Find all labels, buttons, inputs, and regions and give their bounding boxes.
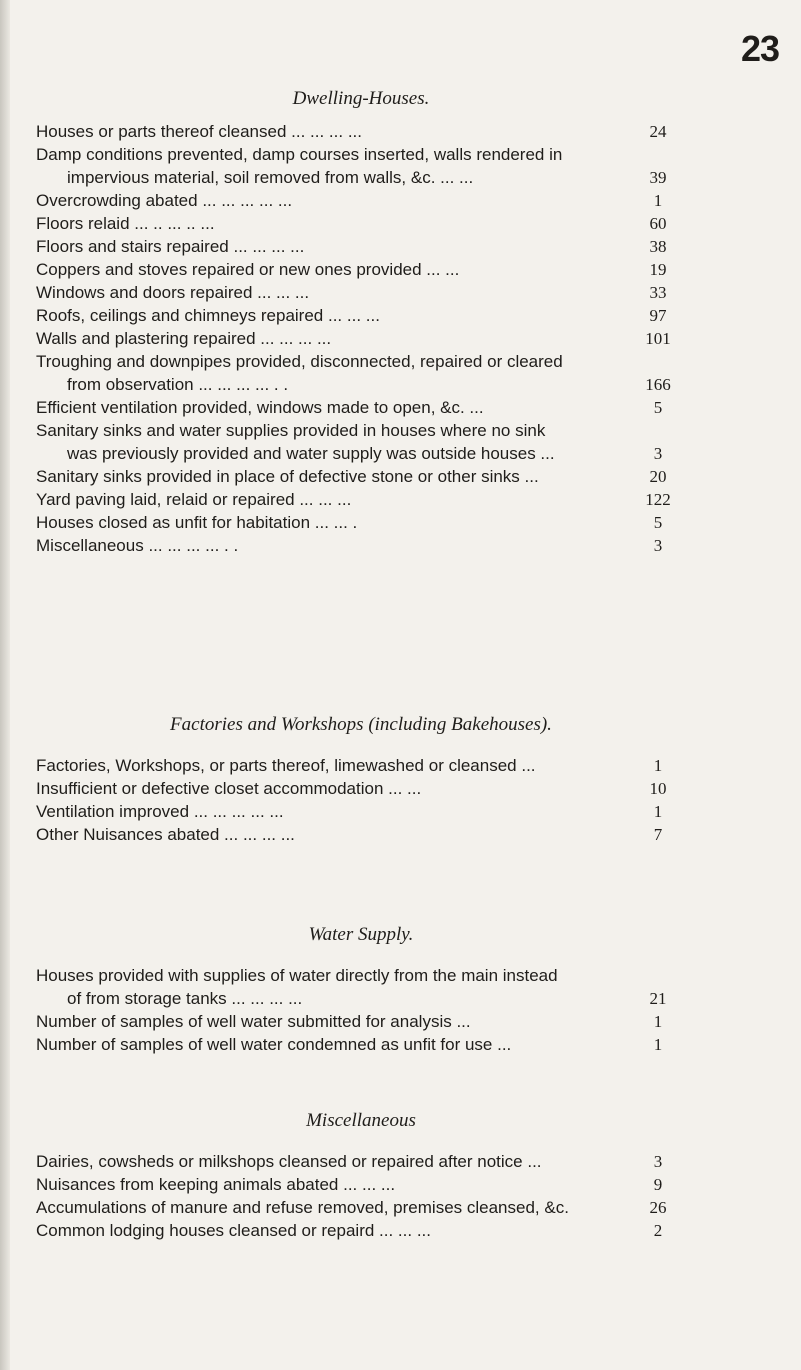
row-value: 1 [653, 191, 663, 210]
table-row [36, 235, 676, 258]
row-label: Number of samples of well water submitted for analysis ... [36, 1012, 471, 1031]
table-row [36, 1196, 676, 1219]
row-label: Floors and stairs repaired ... ... ... ... [36, 237, 305, 256]
row-value: 20 [649, 467, 667, 486]
table-row [36, 281, 676, 304]
row-value: 39 [649, 168, 667, 187]
row-label: Roofs, ceilings and chimneys repaired ... ... ... [36, 306, 380, 325]
section-heading: Miscellaneous [306, 1110, 416, 1131]
table-row [36, 120, 676, 143]
row-value: 1 [653, 1035, 663, 1054]
row-value: 166 [645, 375, 671, 394]
table-row [36, 258, 676, 281]
row-value: 1 [653, 802, 663, 821]
row-value: 97 [649, 306, 667, 325]
row-label: Accumulations of manure and refuse removed, premises cleansed, &c. [36, 1198, 569, 1217]
row-label: Nuisances from keeping animals abated ... ... ... [36, 1175, 396, 1194]
row-label: Number of samples of well water condemned as unfit for use ... [36, 1035, 512, 1054]
row-value: 3 [653, 1152, 663, 1171]
row-value: 1 [653, 756, 663, 775]
row-value: 101 [645, 329, 671, 348]
row-label: Troughing and downpipes provided, disconnected, repaired or cleared from observation ... ... ... ... . . [36, 352, 563, 394]
row-value: 1 [653, 1012, 663, 1031]
row-label: Common lodging houses cleansed or repaird ... ... ... [36, 1221, 431, 1240]
row-value: 24 [649, 122, 667, 141]
row-label: Houses or parts thereof cleansed ... ... ... ... [36, 122, 362, 141]
table-row [36, 327, 676, 350]
row-value: 19 [649, 260, 667, 279]
row-label: Sanitary sinks and water supplies provided in houses where no sink was previously provided and water supply was outside houses ... [36, 421, 555, 463]
table-row [36, 350, 676, 396]
table-row [36, 304, 676, 327]
row-label: Houses closed as unfit for habitation ... ... . [36, 513, 358, 532]
row-value: 122 [645, 490, 671, 509]
row-value: 7 [653, 825, 663, 844]
table-row [36, 1150, 676, 1173]
table-row [36, 800, 676, 823]
table-row [36, 1010, 676, 1033]
row-label: Houses provided with supplies of water directly from the main instead of from storage tanks ... ... ... ... [36, 966, 558, 1008]
row-label: Damp conditions prevented, damp courses inserted, walls rendered in impervious material, soil removed from walls, &c. ... ... [36, 145, 563, 187]
row-label: Sanitary sinks provided in place of defective stone or other sinks ... [36, 467, 539, 486]
table-row [36, 419, 676, 465]
table-row [36, 534, 676, 557]
row-label: Overcrowding abated ... ... ... ... ... [36, 191, 293, 210]
table-row [36, 212, 676, 235]
row-label: Other Nuisances abated ... ... ... ... [36, 825, 295, 844]
section-water-supply [36, 924, 676, 1056]
section-heading: Water Supply. [308, 924, 414, 945]
section-heading: Factories and Workshops (including Bakehouses). [170, 714, 552, 735]
row-value: 2 [653, 1221, 663, 1240]
table-row [36, 511, 676, 534]
row-label: Miscellaneous ... ... ... ... . . [36, 536, 239, 555]
row-value: 5 [653, 513, 663, 532]
row-value: 10 [649, 779, 667, 798]
table-row [36, 143, 676, 189]
row-value: 26 [649, 1198, 667, 1217]
row-value: 5 [653, 398, 663, 417]
row-value: 33 [649, 283, 667, 302]
section-factories-workshops [36, 714, 676, 846]
row-label: Insufficient or defective closet accommodation ... ... [36, 779, 422, 798]
row-label: Floors relaid ... .. ... .. ... [36, 214, 215, 233]
table-row [36, 1173, 676, 1196]
row-value: 38 [649, 237, 667, 256]
table-row [36, 465, 676, 488]
table-row [36, 1219, 676, 1242]
table-row [36, 189, 676, 212]
table-row [36, 823, 676, 846]
row-label: Yard paving laid, relaid or repaired ... ... ... [36, 490, 352, 509]
table-row [36, 488, 676, 511]
row-label: Ventilation improved ... ... ... ... ... [36, 802, 284, 821]
row-label: Factories, Workshops, or parts thereof, limewashed or cleansed ... [36, 756, 536, 775]
row-label: Walls and plastering repaired ... ... ... ... [36, 329, 332, 348]
row-value: 60 [649, 214, 667, 233]
row-value: 3 [653, 536, 663, 555]
row-label: Windows and doors repaired ... ... ... [36, 283, 310, 302]
page-number: 23 [740, 28, 779, 69]
row-label: Coppers and stoves repaired or new ones provided ... ... [36, 260, 460, 279]
table-row [36, 964, 676, 1010]
row-value: 9 [653, 1175, 663, 1194]
table-row [36, 396, 676, 419]
page-edge-shadow [0, 0, 10, 1370]
row-value: 21 [649, 989, 667, 1008]
section-heading: Dwelling-Houses. [292, 88, 430, 109]
table-row [36, 777, 676, 800]
table-row [36, 754, 676, 777]
table-row [36, 1033, 676, 1056]
row-label: Efficient ventilation provided, windows made to open, &c. ... [36, 398, 484, 417]
section-miscellaneous [36, 1110, 676, 1242]
section-dwelling-houses [36, 88, 676, 557]
row-value: 3 [653, 444, 663, 463]
row-label: Dairies, cowsheds or milkshops cleansed or repaired after notice ... [36, 1152, 542, 1171]
